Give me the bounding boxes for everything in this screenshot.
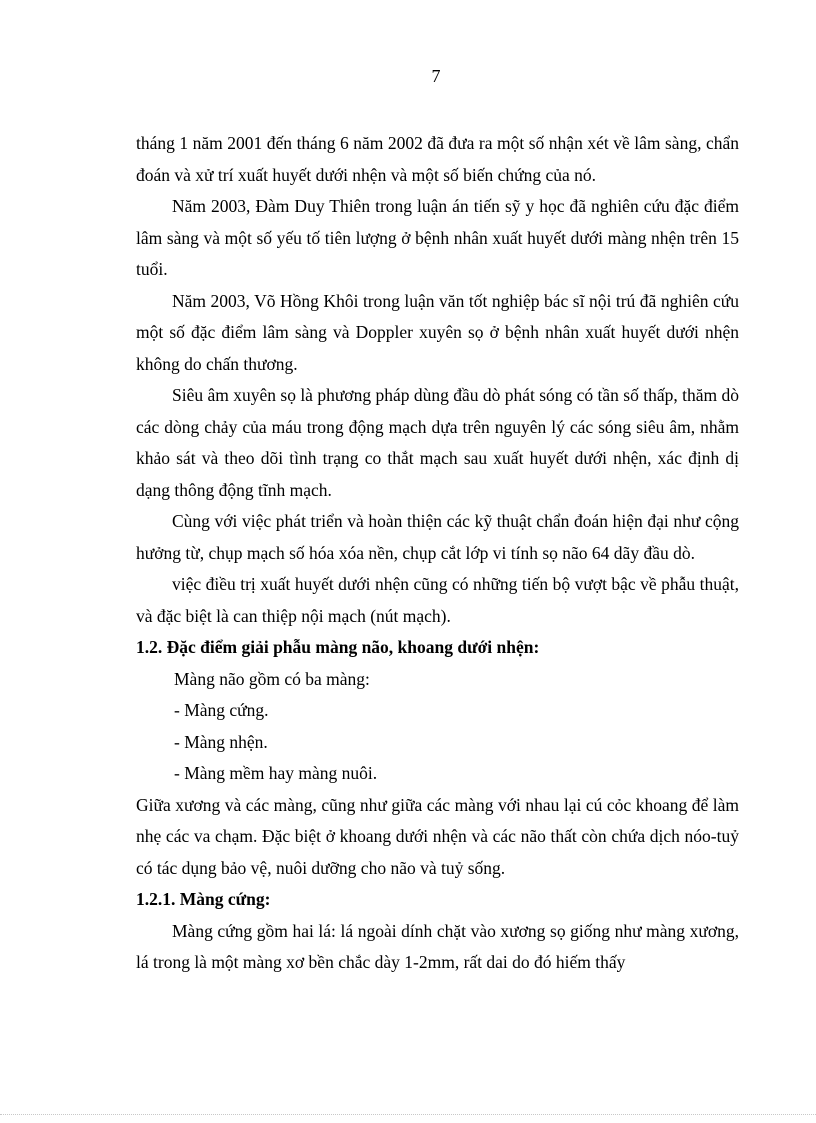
paragraph-dam-duy-thien: Năm 2003, Đàm Duy Thiên trong luận án tiến sỹ y học đã nghiên cứu đặc điểm lâm sàng và một số yếu tố tiên lượng ở bệnh nhân xuất huyết dưới màng nhện trên 15 tuổi. (136, 196, 739, 279)
page-content (136, 128, 739, 979)
paragraph-spaces: Giữa xương và các màng, cũng như giữa các màng với nhau lại cú cỏc khoang để làm nhẹ các va chạm. Đặc biệt ở khoang dưới nhện và các não thất còn chứa dịch nóo-tuỷ có tác dụng bảo vệ, nuôi dưỡng cho não và tuỷ sống. (136, 794, 739, 878)
list-item-dura: - Màng cứng. (174, 700, 269, 720)
paragraph-vo-hong-khoi: Năm 2003, Võ Hồng Khôi trong luận văn tốt nghiệp bác sĩ nội trú đã nghiên cứu một số đặc điểm lâm sàng và Doppler xuyên sọ ở bệnh nhân xuất huyết dưới nhện không do chấn thương. (136, 290, 739, 374)
footer-divider (0, 1114, 816, 1115)
paragraph-intro: tháng 1 năm 2001 đến tháng 6 năm 2002 đã đưa ra một số nhận xét về lâm sàng, chẩn đoán và xử trí xuất huyết dưới nhện và một số biến chứng của nó. (136, 133, 739, 185)
list-item-arachnoid: - Màng nhện. (174, 731, 268, 752)
paragraph-imaging-techniques: Cùng với việc phát triển và hoàn thiện các kỹ thuật chẩn đoán hiện đại như cộng hưởng từ, chụp mạch số hóa xóa nền, chụp cắt lớp vi tính sọ não 64 dãy đầu dò. (136, 511, 739, 563)
paragraph-transcranial-ultrasound: Siêu âm xuyên sọ là phương pháp dùng đầu dò phát sóng có tần số thấp, thăm dò các dòng chảy của máu trong động mạch dựa trên nguyên lý các sóng siêu âm, nhằm khảo sát và theo dõi tình trạng co thắt mạch sau xuất huyết dưới nhện, xác định dị dạng thông động tĩnh mạch. (136, 385, 739, 500)
section-heading-1-2-1: 1.2.1. Màng cứng: (136, 889, 271, 909)
list-item-pia: - Màng mềm hay màng nuôi. (174, 763, 378, 783)
page-number: 7 (431, 66, 441, 86)
list-intro: Màng não gồm có ba màng: (174, 668, 370, 689)
paragraph-dura-layers: Màng cứng gồm hai lá: lá ngoài dính chặt vào xương sọ giống như màng xương, lá trong là một màng xơ bền chắc dày 1-2mm, rất dai do đó hiếm thấy (136, 920, 739, 972)
paragraph-treatment: việc điều trị xuất huyết dưới nhện cũng có những tiến bộ vượt bậc về phẫu thuật, và đặc biệt là can thiệp nội mạch (nút mạch). (136, 574, 739, 626)
section-heading-1-2: 1.2. Đặc điểm giải phẫu màng não, khoang dưới nhện: (136, 637, 540, 657)
